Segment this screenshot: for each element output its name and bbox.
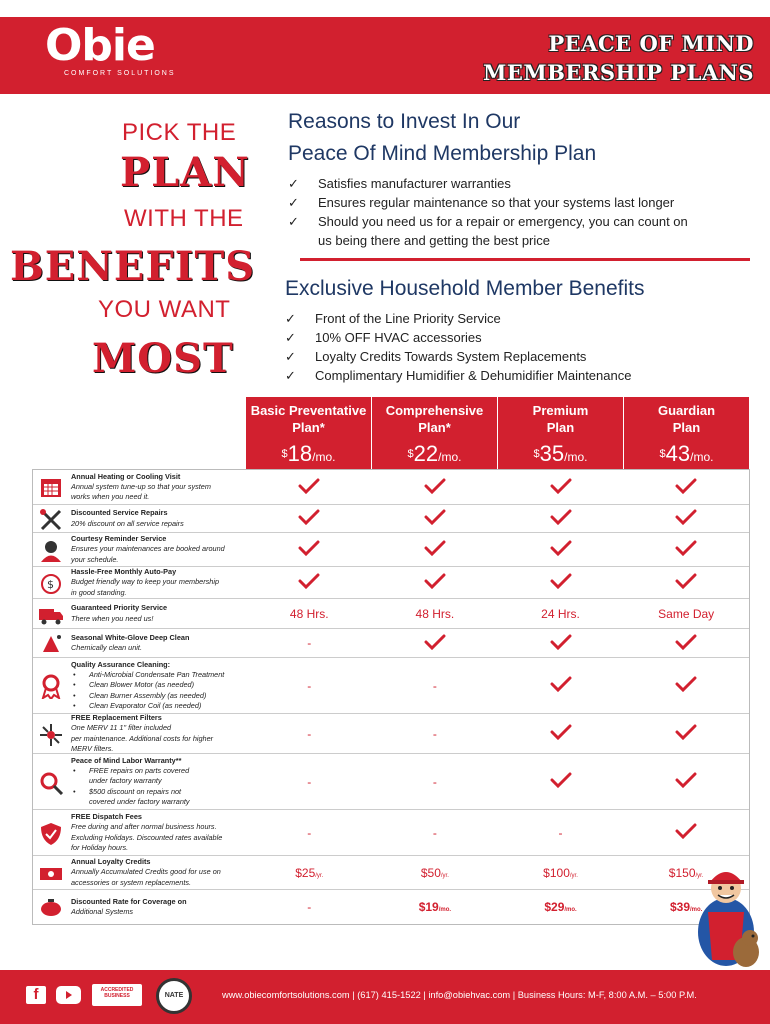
plan-cell bbox=[498, 724, 624, 743]
reasons-title: Reasons to Invest In Our Peace Of Mind Membership Plan bbox=[288, 110, 597, 165]
feature-text bbox=[71, 660, 224, 711]
feature-description: in good standing. bbox=[71, 587, 127, 597]
check-icon bbox=[424, 540, 446, 559]
not-included: - bbox=[307, 726, 312, 741]
slogan-plan: PLAN bbox=[120, 149, 250, 196]
plan-cell bbox=[246, 866, 372, 880]
list-item: • $500 discount on repairs not bbox=[71, 787, 190, 797]
cell-value: $25/yr. bbox=[295, 865, 324, 880]
feature-bullets bbox=[71, 766, 190, 807]
feature-title: Annual Loyalty Credits bbox=[71, 857, 151, 867]
plan-cell bbox=[498, 478, 624, 497]
plan-cell bbox=[246, 478, 372, 497]
list-item: • Anti-Microbial Condensate Pan Treatment bbox=[71, 670, 224, 680]
table-row bbox=[33, 470, 749, 505]
plan-cell bbox=[246, 607, 372, 621]
plan-cell bbox=[623, 823, 749, 842]
facebook-icon[interactable]: f bbox=[26, 986, 46, 1004]
obie-logo bbox=[45, 20, 176, 77]
cell-value: $50/yr. bbox=[420, 865, 449, 880]
check-icon: ✓ bbox=[285, 311, 296, 326]
feature-description: for Holiday hours. bbox=[71, 842, 129, 852]
plan-cell bbox=[372, 573, 498, 592]
plan-header-3 bbox=[624, 397, 750, 469]
not-included: - bbox=[307, 636, 312, 650]
plan-cell bbox=[623, 724, 749, 743]
feature-description: Excluding Holidays. Discounted rates available bbox=[71, 832, 223, 842]
plan-cell bbox=[246, 679, 372, 693]
feature-title: Annual Heating or Cooling Visit bbox=[71, 471, 181, 481]
plan-cell bbox=[372, 866, 498, 880]
feature-text bbox=[71, 603, 167, 624]
check-icon bbox=[550, 634, 572, 653]
technician-icon bbox=[37, 537, 65, 563]
table-row bbox=[33, 890, 749, 924]
plan-cell bbox=[623, 573, 749, 592]
feature-text bbox=[71, 713, 213, 754]
list-item: ✓ Loyalty Credits Towards System Replacements bbox=[285, 349, 587, 364]
plan-cell bbox=[623, 772, 749, 791]
slogan-with: WITH THE bbox=[124, 205, 244, 232]
feature-text bbox=[71, 472, 211, 503]
benefits-title: Exclusive Household Member Benefits bbox=[285, 277, 645, 300]
benefits-list bbox=[285, 309, 745, 385]
feature-title: Seasonal White-Glove Deep Clean bbox=[71, 632, 190, 642]
plan-header-1 bbox=[372, 397, 498, 469]
list-item: • Clean Burner Assembly (as needed) bbox=[71, 691, 224, 701]
list-item: • FREE repairs on parts covered bbox=[71, 766, 190, 776]
feature-title: Hassle-Free Monthly Auto-Pay bbox=[71, 567, 177, 577]
plan-cell bbox=[372, 478, 498, 497]
plan-name: Basic Preventative Plan* bbox=[250, 403, 367, 435]
feature-description: One MERV 11 1" filter included bbox=[71, 723, 172, 733]
feature-description: Budget friendly way to keep your membership bbox=[71, 577, 220, 587]
shield-icon bbox=[37, 820, 65, 846]
table-row bbox=[33, 533, 749, 567]
feature-description: Chemically clean unit. bbox=[71, 643, 142, 652]
feature-cell bbox=[33, 565, 246, 600]
list-item: ✓ 10% OFF HVAC accessories bbox=[285, 330, 482, 345]
check-icon: ✓ bbox=[285, 349, 296, 364]
check-icon bbox=[298, 478, 320, 497]
check-icon bbox=[298, 509, 320, 528]
plan-headers bbox=[246, 397, 750, 469]
not-included: - bbox=[307, 774, 312, 789]
check-icon bbox=[550, 540, 572, 559]
feature-title: FREE Dispatch Fees bbox=[71, 811, 142, 821]
list-item: covered under factory warranty bbox=[89, 796, 190, 806]
check-icon bbox=[550, 509, 572, 528]
reasons-list bbox=[288, 174, 748, 250]
plan-header-0 bbox=[246, 397, 372, 469]
list-item: ✓ Complimentary Humidifier & Dehumidifier Maintenance bbox=[285, 368, 632, 383]
check-icon bbox=[424, 478, 446, 497]
plan-name: Comprehensive Plan* bbox=[385, 403, 484, 435]
feature-cell bbox=[33, 599, 246, 629]
check-icon bbox=[675, 478, 697, 497]
plan-cell bbox=[498, 676, 624, 695]
plan-cell bbox=[623, 509, 749, 528]
table-row bbox=[33, 629, 749, 658]
table-row bbox=[33, 658, 749, 714]
plan-cell bbox=[498, 900, 624, 914]
list-item: under factory warranty bbox=[89, 776, 162, 786]
feature-text bbox=[71, 857, 221, 888]
list-item: ✓ Should you need us for a repair or emergency, you can count on bbox=[288, 214, 688, 229]
feature-title: Guaranteed Priority Service bbox=[71, 603, 168, 613]
feature-title: Peace of Mind Labor Warranty** bbox=[71, 755, 182, 765]
slogan-benefits: BENEFITS bbox=[10, 243, 256, 290]
cell-value: Same Day bbox=[658, 606, 715, 621]
list-item: • Clean Blower Motor (as needed) bbox=[71, 680, 224, 690]
check-icon bbox=[298, 573, 320, 592]
plan-header-2 bbox=[498, 397, 624, 469]
benefits-table bbox=[32, 469, 750, 925]
logo-subtitle: COMFORT SOLUTIONS bbox=[64, 70, 176, 77]
table-row bbox=[33, 505, 749, 533]
plan-price: $35/mo. bbox=[533, 441, 588, 466]
cell-value: $19/mo. bbox=[418, 900, 452, 914]
plan-price: $22/mo. bbox=[407, 441, 462, 466]
piggy-bank-icon bbox=[37, 894, 65, 920]
feature-title: Discounted Service Repairs bbox=[71, 508, 168, 518]
check-icon: ✓ bbox=[288, 214, 299, 229]
page-title bbox=[483, 29, 754, 87]
svg-text:$: $ bbox=[47, 577, 54, 591]
plan-cell bbox=[498, 573, 624, 592]
plan-cell bbox=[623, 634, 749, 653]
feature-title: Discounted Rate for Coverage on bbox=[71, 896, 187, 906]
youtube-icon[interactable] bbox=[56, 986, 81, 1004]
feature-title: Courtesy Reminder Service bbox=[71, 534, 167, 544]
plan-name: Guardian Plan bbox=[657, 403, 716, 435]
check-icon: ✓ bbox=[288, 195, 299, 210]
autopay-icon bbox=[37, 570, 65, 596]
check-icon bbox=[675, 573, 697, 592]
logo-wordmark: Obie bbox=[45, 20, 155, 71]
plan-cell bbox=[246, 573, 372, 592]
reasons-section bbox=[288, 106, 748, 250]
plan-cell bbox=[246, 727, 372, 741]
feature-text bbox=[71, 633, 189, 654]
title-line-1: PEACE OF MIND bbox=[548, 31, 754, 56]
not-included: - bbox=[307, 678, 312, 693]
list-item: ✓ Front of the Line Priority Service bbox=[285, 311, 501, 326]
feature-cell bbox=[33, 532, 246, 567]
plan-cell bbox=[372, 679, 498, 693]
feature-description: your schedule. bbox=[71, 554, 119, 564]
plan-cell bbox=[623, 676, 749, 695]
feature-text bbox=[71, 567, 219, 598]
feature-title: FREE Replacement Filters bbox=[71, 712, 162, 722]
plan-price: $43/mo. bbox=[659, 441, 714, 466]
plan-cell bbox=[623, 540, 749, 559]
check-icon bbox=[675, 724, 697, 743]
not-included: - bbox=[432, 825, 437, 840]
plan-cell bbox=[498, 826, 624, 840]
plan-cell bbox=[372, 607, 498, 621]
check-icon bbox=[675, 676, 697, 695]
cell-value: $39/mo. bbox=[669, 900, 703, 914]
contact-info: www.obiecomfortsolutions.com | (617) 415-1522 | info@obiehvac.com | Business Hours: M-F, 8:00 A.M. – 5:00 P.M. bbox=[222, 990, 697, 1000]
check-icon bbox=[424, 509, 446, 528]
table-row bbox=[33, 810, 749, 856]
feature-cell bbox=[33, 810, 246, 855]
feature-text bbox=[71, 508, 184, 529]
feature-description: MERV filters. bbox=[71, 743, 114, 753]
not-included: - bbox=[307, 825, 312, 840]
feature-text bbox=[71, 812, 222, 853]
feature-cell bbox=[33, 892, 246, 922]
plan-cell bbox=[372, 826, 498, 840]
plan-cell bbox=[372, 634, 498, 653]
check-icon bbox=[675, 772, 697, 791]
not-included: - bbox=[432, 726, 437, 741]
table-row bbox=[33, 714, 749, 754]
cell-value: $29/mo. bbox=[544, 900, 577, 914]
plan-cell bbox=[623, 478, 749, 497]
cell-value: 48 Hrs. bbox=[415, 606, 455, 621]
bbb-accredited-badge: ACCREDITED BUSINESS bbox=[92, 984, 142, 1006]
cell-value: $100/yr. bbox=[543, 865, 578, 880]
table-row bbox=[33, 599, 749, 629]
plan-cell bbox=[372, 509, 498, 528]
divider bbox=[300, 258, 750, 261]
cell-value: 24 Hrs. bbox=[541, 606, 580, 621]
check-icon bbox=[675, 540, 697, 559]
list-item: us being there and getting the best price bbox=[318, 233, 550, 248]
plan-cell bbox=[246, 775, 372, 789]
truck-icon bbox=[37, 601, 65, 627]
plan-cell bbox=[498, 634, 624, 653]
table-row bbox=[33, 567, 749, 599]
plan-cell bbox=[246, 509, 372, 528]
footer bbox=[0, 970, 770, 1024]
feature-cell bbox=[33, 470, 246, 505]
plan-cell bbox=[498, 540, 624, 559]
plan-cell bbox=[498, 607, 624, 621]
feature-description: Ensures your maintenances are booked around bbox=[71, 544, 225, 554]
magnifier-icon bbox=[37, 769, 65, 795]
ribbon-icon bbox=[37, 673, 65, 699]
list-item: ✓ Satisfies manufacturer warranties bbox=[288, 176, 511, 191]
plan-cell bbox=[498, 509, 624, 528]
check-icon bbox=[550, 772, 572, 791]
slogan-pick: PICK THE bbox=[122, 119, 237, 146]
nate-certified-seal: NATE bbox=[156, 978, 192, 1014]
feature-cell bbox=[33, 504, 246, 534]
plan-cell bbox=[372, 775, 498, 789]
feature-cell bbox=[33, 711, 246, 756]
feature-description: 20% discount on all service repairs bbox=[71, 518, 184, 528]
check-icon bbox=[675, 509, 697, 528]
feature-cell bbox=[33, 628, 246, 658]
money-icon bbox=[37, 860, 65, 886]
check-icon: ✓ bbox=[288, 176, 299, 191]
header-banner bbox=[0, 17, 770, 94]
tools-icon bbox=[37, 506, 65, 532]
feature-cell bbox=[33, 855, 246, 890]
list-item: ✓ Ensures regular maintenance so that your systems last longer bbox=[288, 195, 675, 210]
check-icon bbox=[550, 573, 572, 592]
plan-cell bbox=[623, 607, 749, 621]
plan-cell bbox=[372, 727, 498, 741]
feature-bullets bbox=[71, 670, 224, 711]
plan-cell bbox=[498, 772, 624, 791]
check-icon bbox=[550, 724, 572, 743]
plan-cell bbox=[498, 866, 624, 880]
cell-value: 48 Hrs. bbox=[289, 606, 329, 621]
feature-description: accessories or system replacements. bbox=[71, 877, 192, 887]
plan-cell bbox=[246, 636, 372, 650]
check-icon bbox=[550, 676, 572, 695]
plan-cell bbox=[246, 900, 372, 914]
clean-icon bbox=[37, 630, 65, 656]
plan-cell bbox=[372, 900, 498, 914]
feature-description: works when you need it. bbox=[71, 492, 150, 502]
feature-description: Annual system tune-up so that your system bbox=[71, 481, 211, 491]
feature-text bbox=[71, 756, 190, 807]
mascot-illustration bbox=[688, 860, 764, 972]
slogan-you-want: YOU WANT bbox=[98, 296, 231, 323]
check-icon bbox=[424, 573, 446, 592]
feature-cell bbox=[33, 754, 246, 809]
check-icon bbox=[675, 634, 697, 653]
feature-description: per maintenance. Additional costs for higher bbox=[71, 733, 214, 743]
plan-cell bbox=[372, 540, 498, 559]
feature-description: Annually Accumulated Credits good for use on bbox=[71, 867, 221, 877]
plan-price: $18/mo. bbox=[281, 441, 336, 466]
cell-value: $150/yr. bbox=[668, 865, 704, 880]
check-icon: ✓ bbox=[285, 330, 296, 345]
filter-icon bbox=[37, 721, 65, 747]
not-included: - bbox=[558, 825, 563, 840]
table-row bbox=[33, 754, 749, 810]
feature-description: Free during and after normal business hours. bbox=[71, 822, 217, 832]
check-icon bbox=[424, 634, 446, 653]
check-icon bbox=[675, 823, 697, 842]
feature-cell bbox=[33, 658, 246, 713]
feature-text bbox=[71, 534, 225, 565]
feature-description: There when you need us! bbox=[71, 613, 154, 623]
check-icon: ✓ bbox=[285, 368, 296, 383]
slogan-most: MOST bbox=[92, 335, 234, 382]
table-row bbox=[33, 856, 749, 890]
plan-cell bbox=[246, 826, 372, 840]
feature-title: Quality Assurance Cleaning: bbox=[71, 659, 171, 669]
title-line-2: MEMBERSHIP PLANS bbox=[483, 60, 754, 85]
not-included: - bbox=[432, 678, 437, 693]
plan-name: Premium Plan bbox=[532, 403, 589, 435]
benefits-section bbox=[285, 273, 745, 385]
calendar-icon bbox=[37, 474, 65, 500]
not-included: - bbox=[307, 900, 312, 914]
list-item: • Clean Evaporator Coil (as needed) bbox=[71, 701, 224, 711]
feature-text bbox=[71, 897, 187, 918]
plan-cell bbox=[246, 540, 372, 559]
check-icon bbox=[550, 478, 572, 497]
check-icon bbox=[298, 540, 320, 559]
not-included: - bbox=[432, 774, 437, 789]
feature-description: Additional Systems bbox=[71, 907, 134, 916]
